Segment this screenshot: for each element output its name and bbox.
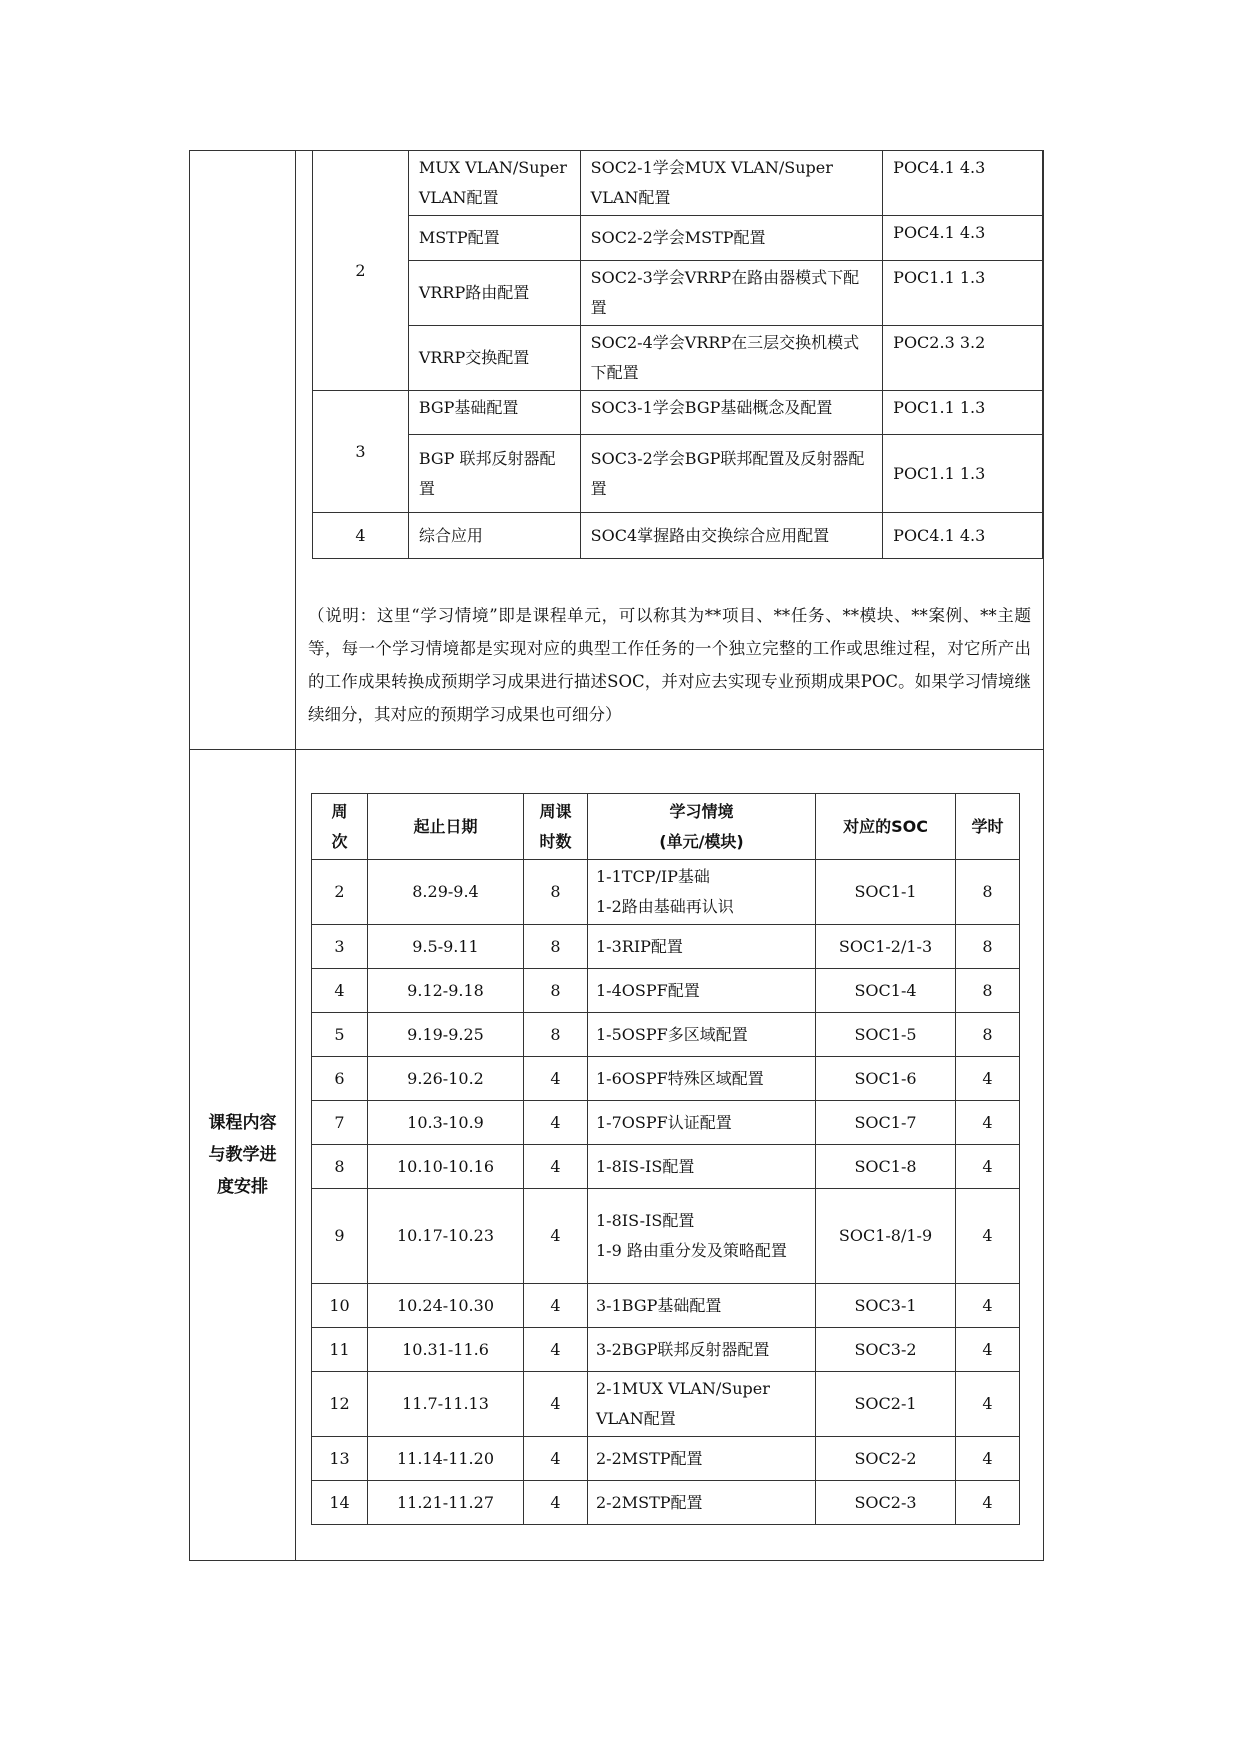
situation-line: 1-4OSPF配置 bbox=[596, 980, 700, 1000]
situation-cell bbox=[588, 1372, 816, 1437]
weekly-hours-cell: 8 bbox=[524, 925, 588, 969]
hours-cell: 4 bbox=[956, 1284, 1020, 1328]
dates-cell: 11.14-11.20 bbox=[368, 1437, 524, 1481]
schedule-section bbox=[190, 750, 1044, 1561]
task-cell: VRRP交换配置 bbox=[408, 326, 580, 391]
weekly-hours-cell: 4 bbox=[524, 1101, 588, 1145]
unit-number: 4 bbox=[313, 513, 409, 559]
schedule-row bbox=[312, 860, 1020, 925]
task-cell: MUX VLAN/Super VLAN配置 bbox=[408, 151, 580, 216]
schedule-content-cell bbox=[296, 750, 1044, 1561]
hours-cell: 8 bbox=[956, 860, 1020, 925]
week-cell: 3 bbox=[312, 925, 368, 969]
week-cell: 2 bbox=[312, 860, 368, 925]
soc-cell: SOC2-3学会VRRP在路由器模式下配置 bbox=[580, 261, 883, 326]
hours-cell: 4 bbox=[956, 1372, 1020, 1437]
situation-line: 2-2MSTP配置 bbox=[596, 1492, 703, 1512]
situation-line: 1-8IS-IS配置 bbox=[596, 1211, 695, 1230]
section-label-line: 课程内容 bbox=[208, 1113, 277, 1133]
weekly-hours-cell: 4 bbox=[524, 1481, 588, 1525]
dates-cell: 10.24-10.30 bbox=[368, 1284, 524, 1328]
schedule-row bbox=[312, 1145, 1020, 1189]
header-hours: 学时 bbox=[956, 794, 1020, 860]
hours-cell: 4 bbox=[956, 1328, 1020, 1372]
course-document-table bbox=[189, 150, 1044, 1561]
weekly-hours-cell: 4 bbox=[524, 1284, 588, 1328]
situation-cell bbox=[588, 860, 816, 925]
soc-cell: SOC2-2 bbox=[816, 1437, 956, 1481]
weekly-hours-cell: 4 bbox=[524, 1189, 588, 1284]
poc-cell: POC1.1 1.3 bbox=[883, 435, 1043, 513]
dates-cell: 9.12-9.18 bbox=[368, 969, 524, 1013]
unit-number: 2 bbox=[313, 151, 409, 391]
soc-cell: SOC1-4 bbox=[816, 969, 956, 1013]
task-cell: BGP 联邦反射器配置 bbox=[408, 435, 580, 513]
outcomes-content-cell bbox=[296, 151, 1044, 750]
hours-cell: 8 bbox=[956, 969, 1020, 1013]
section-label bbox=[190, 750, 296, 1561]
week-cell: 11 bbox=[312, 1328, 368, 1372]
table-row bbox=[313, 216, 1043, 261]
outcomes-section bbox=[190, 151, 1044, 750]
situation-cell bbox=[588, 1013, 816, 1057]
situation-cell bbox=[588, 1437, 816, 1481]
section-label-line: 度安排 bbox=[217, 1177, 268, 1197]
situation-cell bbox=[588, 1328, 816, 1372]
weekly-hours-cell: 8 bbox=[524, 860, 588, 925]
dates-cell: 9.5-9.11 bbox=[368, 925, 524, 969]
header-situation: 学习情境 (单元/模块) bbox=[588, 794, 816, 860]
table-row bbox=[313, 435, 1043, 513]
schedule-row bbox=[312, 969, 1020, 1013]
weekly-hours-cell: 4 bbox=[524, 1145, 588, 1189]
situation-line: 1-1TCP/IP基础 bbox=[596, 867, 710, 886]
schedule-row bbox=[312, 925, 1020, 969]
schedule-row bbox=[312, 1328, 1020, 1372]
weekly-hours-cell: 4 bbox=[524, 1372, 588, 1437]
poc-cell: POC4.1 4.3 bbox=[883, 151, 1043, 216]
section-label-line: 与教学进 bbox=[208, 1145, 277, 1165]
situation-line: 1-7OSPF认证配置 bbox=[596, 1112, 732, 1132]
week-cell: 5 bbox=[312, 1013, 368, 1057]
situation-line: 2-1MUX VLAN/Super VLAN配置 bbox=[596, 1379, 770, 1428]
situation-line: 2-2MSTP配置 bbox=[596, 1448, 703, 1468]
hours-cell: 4 bbox=[956, 1481, 1020, 1525]
schedule-row bbox=[312, 1481, 1020, 1525]
week-cell: 10 bbox=[312, 1284, 368, 1328]
explanatory-note: （说明：这里“学习情境”即是课程单元，可以称其为**项目、**任务、**模块、**案例、**主题等，每一个学习情境都是实现对应的典型工作任务的一个独立完整的工作或思维过程，对它所产出的工作成果转换成预期学习成果进行描述SOC，并对应去实现专业预期成果POC。如果学习情境继续细分，其对应的预期学习成果也可细分） bbox=[308, 606, 1031, 724]
week-cell: 4 bbox=[312, 969, 368, 1013]
situation-cell bbox=[588, 1057, 816, 1101]
soc-cell: SOC2-1学会MUX VLAN/Super VLAN配置 bbox=[580, 151, 883, 216]
week-cell: 8 bbox=[312, 1145, 368, 1189]
header-soc: 对应的SOC bbox=[816, 794, 956, 860]
table-row bbox=[313, 151, 1043, 216]
situation-line: 1-2路由基础再认识 bbox=[596, 897, 734, 916]
dates-cell: 10.3-10.9 bbox=[368, 1101, 524, 1145]
dates-cell: 11.7-11.13 bbox=[368, 1372, 524, 1437]
schedule-row bbox=[312, 1057, 1020, 1101]
schedule-row bbox=[312, 1013, 1020, 1057]
learning-outcomes-table bbox=[312, 150, 1043, 559]
soc-cell: SOC1-8 bbox=[816, 1145, 956, 1189]
schedule-row bbox=[312, 1284, 1020, 1328]
task-cell: VRRP路由配置 bbox=[408, 261, 580, 326]
dates-cell: 10.31-11.6 bbox=[368, 1328, 524, 1372]
situation-cell bbox=[588, 1145, 816, 1189]
soc-cell: SOC2-3 bbox=[816, 1481, 956, 1525]
week-cell: 13 bbox=[312, 1437, 368, 1481]
hours-cell: 4 bbox=[956, 1057, 1020, 1101]
situation-cell bbox=[588, 1481, 816, 1525]
dates-cell: 11.21-11.27 bbox=[368, 1481, 524, 1525]
soc-cell: SOC1-2/1-3 bbox=[816, 925, 956, 969]
soc-cell: SOC2-1 bbox=[816, 1372, 956, 1437]
schedule-row bbox=[312, 1437, 1020, 1481]
weekly-hours-cell: 4 bbox=[524, 1437, 588, 1481]
dates-cell: 8.29-9.4 bbox=[368, 860, 524, 925]
situation-line: 1-6OSPF特殊区域配置 bbox=[596, 1068, 764, 1088]
hours-cell: 8 bbox=[956, 1013, 1020, 1057]
poc-cell: POC1.1 1.3 bbox=[883, 391, 1043, 435]
week-cell: 7 bbox=[312, 1101, 368, 1145]
soc-cell: SOC3-1学会BGP基础概念及配置 bbox=[580, 391, 883, 435]
poc-cell: POC4.1 4.3 bbox=[883, 216, 1043, 261]
situation-line: 3-2BGP联邦反射器配置 bbox=[596, 1339, 770, 1359]
situation-cell bbox=[588, 969, 816, 1013]
soc-cell: SOC2-2学会MSTP配置 bbox=[580, 216, 883, 261]
week-cell: 9 bbox=[312, 1189, 368, 1284]
situation-line: 1-5OSPF多区域配置 bbox=[596, 1024, 748, 1044]
table-row bbox=[313, 391, 1043, 435]
soc-cell: SOC4掌握路由交换综合应用配置 bbox=[580, 513, 883, 559]
situation-line: 1-9 路由重分发及策略配置 bbox=[596, 1241, 787, 1260]
situation-line: 1-8IS-IS配置 bbox=[596, 1156, 695, 1176]
situation-line: 1-3RIP配置 bbox=[596, 936, 683, 956]
situation-cell bbox=[588, 1189, 816, 1284]
poc-cell: POC4.1 4.3 bbox=[883, 513, 1043, 559]
soc-cell: SOC3-2学会BGP联邦配置及反射器配置 bbox=[580, 435, 883, 513]
weekly-hours-cell: 8 bbox=[524, 969, 588, 1013]
situation-cell bbox=[588, 925, 816, 969]
table-row bbox=[313, 261, 1043, 326]
schedule-row bbox=[312, 1372, 1020, 1437]
table-row bbox=[313, 513, 1043, 559]
unit-number: 3 bbox=[313, 391, 409, 513]
poc-cell: POC2.3 3.2 bbox=[883, 326, 1043, 391]
hours-cell: 4 bbox=[956, 1145, 1020, 1189]
hours-cell: 4 bbox=[956, 1189, 1020, 1284]
dates-cell: 10.10-10.16 bbox=[368, 1145, 524, 1189]
situation-cell bbox=[588, 1284, 816, 1328]
soc-cell: SOC1-7 bbox=[816, 1101, 956, 1145]
task-cell: MSTP配置 bbox=[408, 216, 580, 261]
task-cell: BGP基础配置 bbox=[408, 391, 580, 435]
weekly-hours-cell: 4 bbox=[524, 1057, 588, 1101]
soc-cell: SOC1-1 bbox=[816, 860, 956, 925]
schedule-header-row bbox=[312, 794, 1020, 860]
weekly-hours-cell: 4 bbox=[524, 1328, 588, 1372]
situation-cell bbox=[588, 1101, 816, 1145]
soc-cell: SOC1-8/1-9 bbox=[816, 1189, 956, 1284]
weekly-hours-cell: 8 bbox=[524, 1013, 588, 1057]
soc-cell: SOC1-5 bbox=[816, 1013, 956, 1057]
soc-cell: SOC2-4学会VRRP在三层交换机模式下配置 bbox=[580, 326, 883, 391]
header-hours-per-week: 周课 时数 bbox=[524, 794, 588, 860]
soc-cell: SOC3-1 bbox=[816, 1284, 956, 1328]
situation-line: 3-1BGP基础配置 bbox=[596, 1295, 722, 1315]
dates-cell: 9.26-10.2 bbox=[368, 1057, 524, 1101]
outcomes-label-cell bbox=[190, 151, 296, 750]
schedule-row bbox=[312, 1101, 1020, 1145]
table-row bbox=[313, 326, 1043, 391]
week-cell: 6 bbox=[312, 1057, 368, 1101]
poc-cell: POC1.1 1.3 bbox=[883, 261, 1043, 326]
hours-cell: 4 bbox=[956, 1437, 1020, 1481]
soc-cell: SOC1-6 bbox=[816, 1057, 956, 1101]
schedule-row bbox=[312, 1189, 1020, 1284]
schedule-table bbox=[311, 793, 1020, 1525]
task-cell: 综合应用 bbox=[408, 513, 580, 559]
hours-cell: 4 bbox=[956, 1101, 1020, 1145]
header-week: 周 次 bbox=[312, 794, 368, 860]
dates-cell: 9.19-9.25 bbox=[368, 1013, 524, 1057]
hours-cell: 8 bbox=[956, 925, 1020, 969]
header-dates: 起止日期 bbox=[368, 794, 524, 860]
week-cell: 14 bbox=[312, 1481, 368, 1525]
soc-cell: SOC3-2 bbox=[816, 1328, 956, 1372]
week-cell: 12 bbox=[312, 1372, 368, 1437]
dates-cell: 10.17-10.23 bbox=[368, 1189, 524, 1284]
